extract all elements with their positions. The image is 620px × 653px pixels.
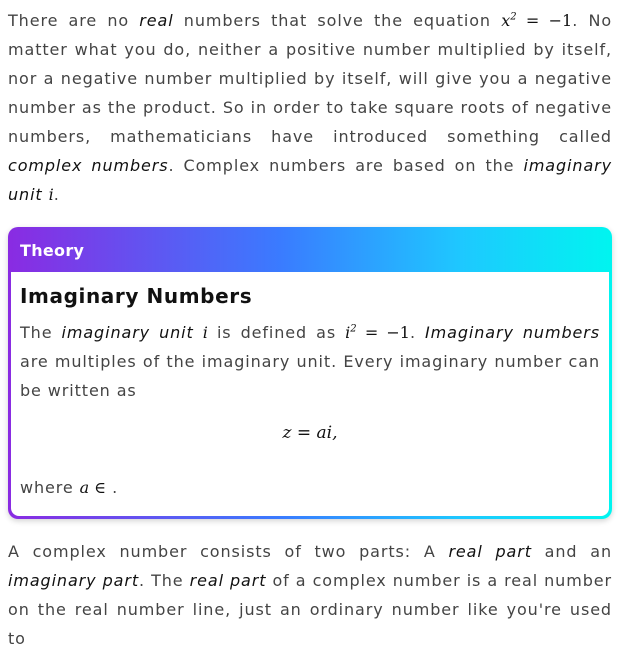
equation-x-squared: $x^2 = -1$ [501,11,573,30]
term-complex-numbers: complex numbers [8,156,169,175]
equation-i-squared: $i^2 = -1$ [345,323,410,342]
term-real-part-2: real part [189,571,267,590]
theory-title: Imaginary Numbers [20,284,253,308]
theory-box-header: Theory [20,241,85,260]
display-equation: z = ai, [282,423,338,443]
term-imaginary-unit-def: imaginary unit [61,323,194,342]
term-imaginary-numbers: Imaginary numbers [425,323,600,342]
symbol-i: i [48,185,54,204]
theory-where: where a ∈ . [20,478,119,497]
term-imaginary-part: imaginary part [8,571,140,590]
outro-paragraph: A complex number consists of two parts: A real part and an imaginary part. The real part of a complex number is a real number on the real number line, just an ordinary number like you're used to [8,542,612,648]
term-real: real [139,11,174,30]
theory-box-body [11,272,609,516]
where-math: a ∈ [79,478,107,497]
theory-definition: The imaginary unit i is defined as $i^2 = -1$. Imaginary numbers are multiples of the imaginary unit. Every imaginary number can be written as [20,323,600,400]
term-real-part: real part [448,542,532,561]
intro-paragraph: There are no real numbers that solve the equation $x^2 = -1$. No matter what you do, neither a positive number multiplied by itself, nor a negative number multiplied by itself, will give you a negative number as the product. So in order to take square roots of negative numbers, mathematicians have introduced something called complex numbers. Complex numbers are based on the imaginary unit i. [8,11,613,204]
term-imaginary-unit: imaginary unit [8,156,612,204]
theory-box [8,227,612,519]
